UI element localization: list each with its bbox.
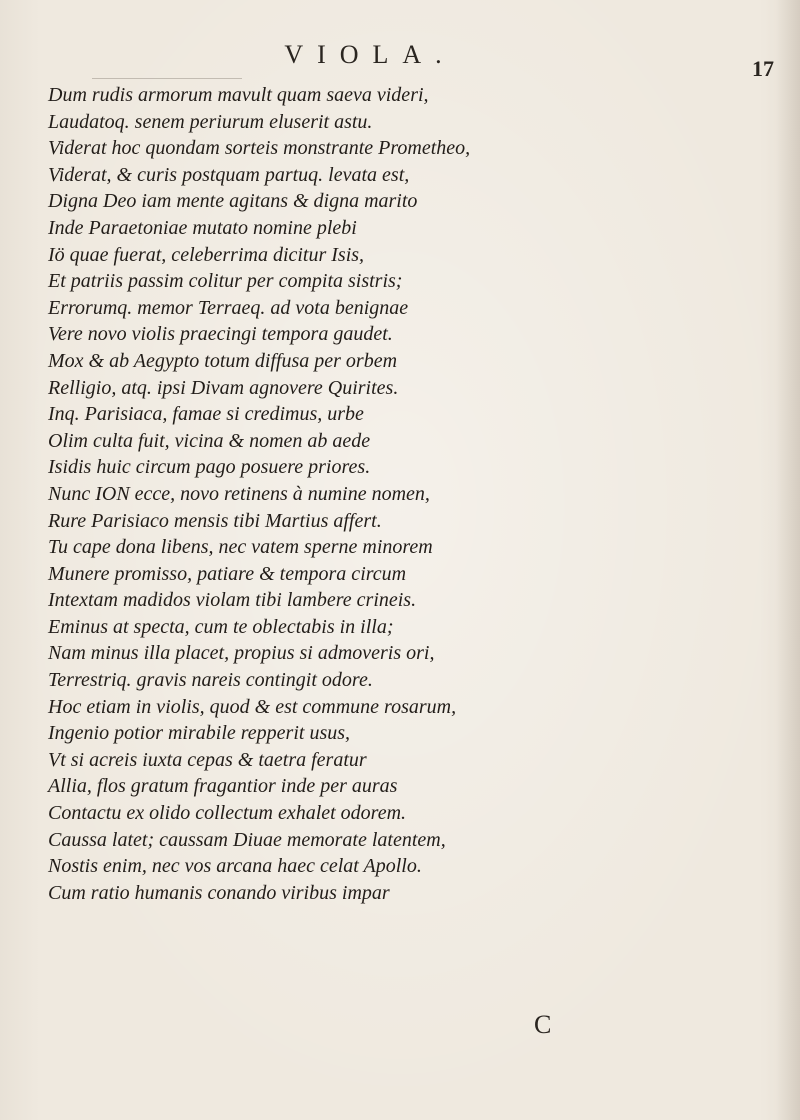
verse-line: Eminus at specta, cum te oblectabis in illa;: [48, 615, 394, 638]
verse-line: Viderat, & curis postquam partuq. levata est,: [48, 163, 410, 186]
verse-block: [48, 82, 728, 906]
verse-line: Inde Paraetoniae mutato nomine plebi: [48, 216, 357, 239]
verse-line: Isidis huic circum pago posuere priores.: [48, 456, 371, 479]
verse-line: Contactu ex olido collectum exhalet odorem.: [48, 802, 407, 825]
verse-line: Intextam madidos violam tibi lambere crineis.: [48, 589, 417, 612]
verse-line: Munere promisso, patiare & tempora circum: [48, 562, 407, 585]
verse-line: Iö quae fuerat, celeberrima dicitur Isis,: [48, 243, 365, 266]
verse-line: Hoc etiam in violis, quod & est commune rosarum,: [48, 695, 457, 718]
verse-line: Vere novo violis praecingi tempora gaudet.: [48, 323, 393, 346]
verse-line: Digna Deo iam mente agitans & digna marito: [48, 190, 418, 213]
header-rule: [92, 78, 242, 79]
running-title: VIOLA.: [284, 40, 456, 69]
verse-line: Inq. Parisiaca, famae si credimus, urbe: [48, 403, 364, 426]
signature-mark: C: [534, 1010, 552, 1039]
verse-line: Tu cape dona libens, nec vatem sperne minorem: [48, 536, 433, 559]
verse-line: Nam minus illa placet, propius si admoveris ori,: [48, 642, 435, 665]
verse-line: Viderat hoc quondam sorteis monstrante Prometheo,: [48, 137, 471, 160]
verse-line: Nostis enim, nec vos arcana haec celat Apollo.: [48, 855, 422, 878]
page-edge-shadow: [776, 0, 800, 1120]
verse-line: Cum ratio humanis conando viribus impar: [48, 881, 390, 904]
verse-line: Dum rudis armorum mavult quam saeva videri,: [48, 84, 429, 106]
verse-line: Caussa latet; caussam Diuae memorate latentem,: [48, 828, 446, 851]
verse-line: Nunc ION ecce, novo retinens à numine nomen,: [48, 482, 430, 505]
verse-line: Laudatoq. senem periurum eluserit astu.: [48, 110, 373, 133]
verse-line: Errorumq. memor Terraeq. ad vota benignae: [48, 296, 409, 319]
verse-line: Et patriis passim colitur per compita sistris;: [48, 270, 403, 293]
verse-line: Terrestriq. gravis nareis contingit odore.: [48, 669, 373, 692]
verse-line: Ingenio potior mirabile repperit usus,: [48, 722, 351, 745]
verse-line: Mox & ab Aegypto totum diffusa per orbem: [48, 349, 398, 372]
page-number: 17: [752, 56, 774, 81]
verse-line: Allia, flos gratum fragantior inde per auras: [48, 775, 398, 798]
verse-line: Relligio, atq. ipsi Divam agnovere Quirites.: [48, 376, 399, 399]
verse-line: Olim culta fuit, vicina & nomen ab aede: [48, 429, 371, 452]
verse-line: Vt si acreis iuxta cepas & taetra feratur: [48, 748, 367, 771]
verse-line: Rure Parisiaco mensis tibi Martius affert.: [48, 509, 382, 532]
